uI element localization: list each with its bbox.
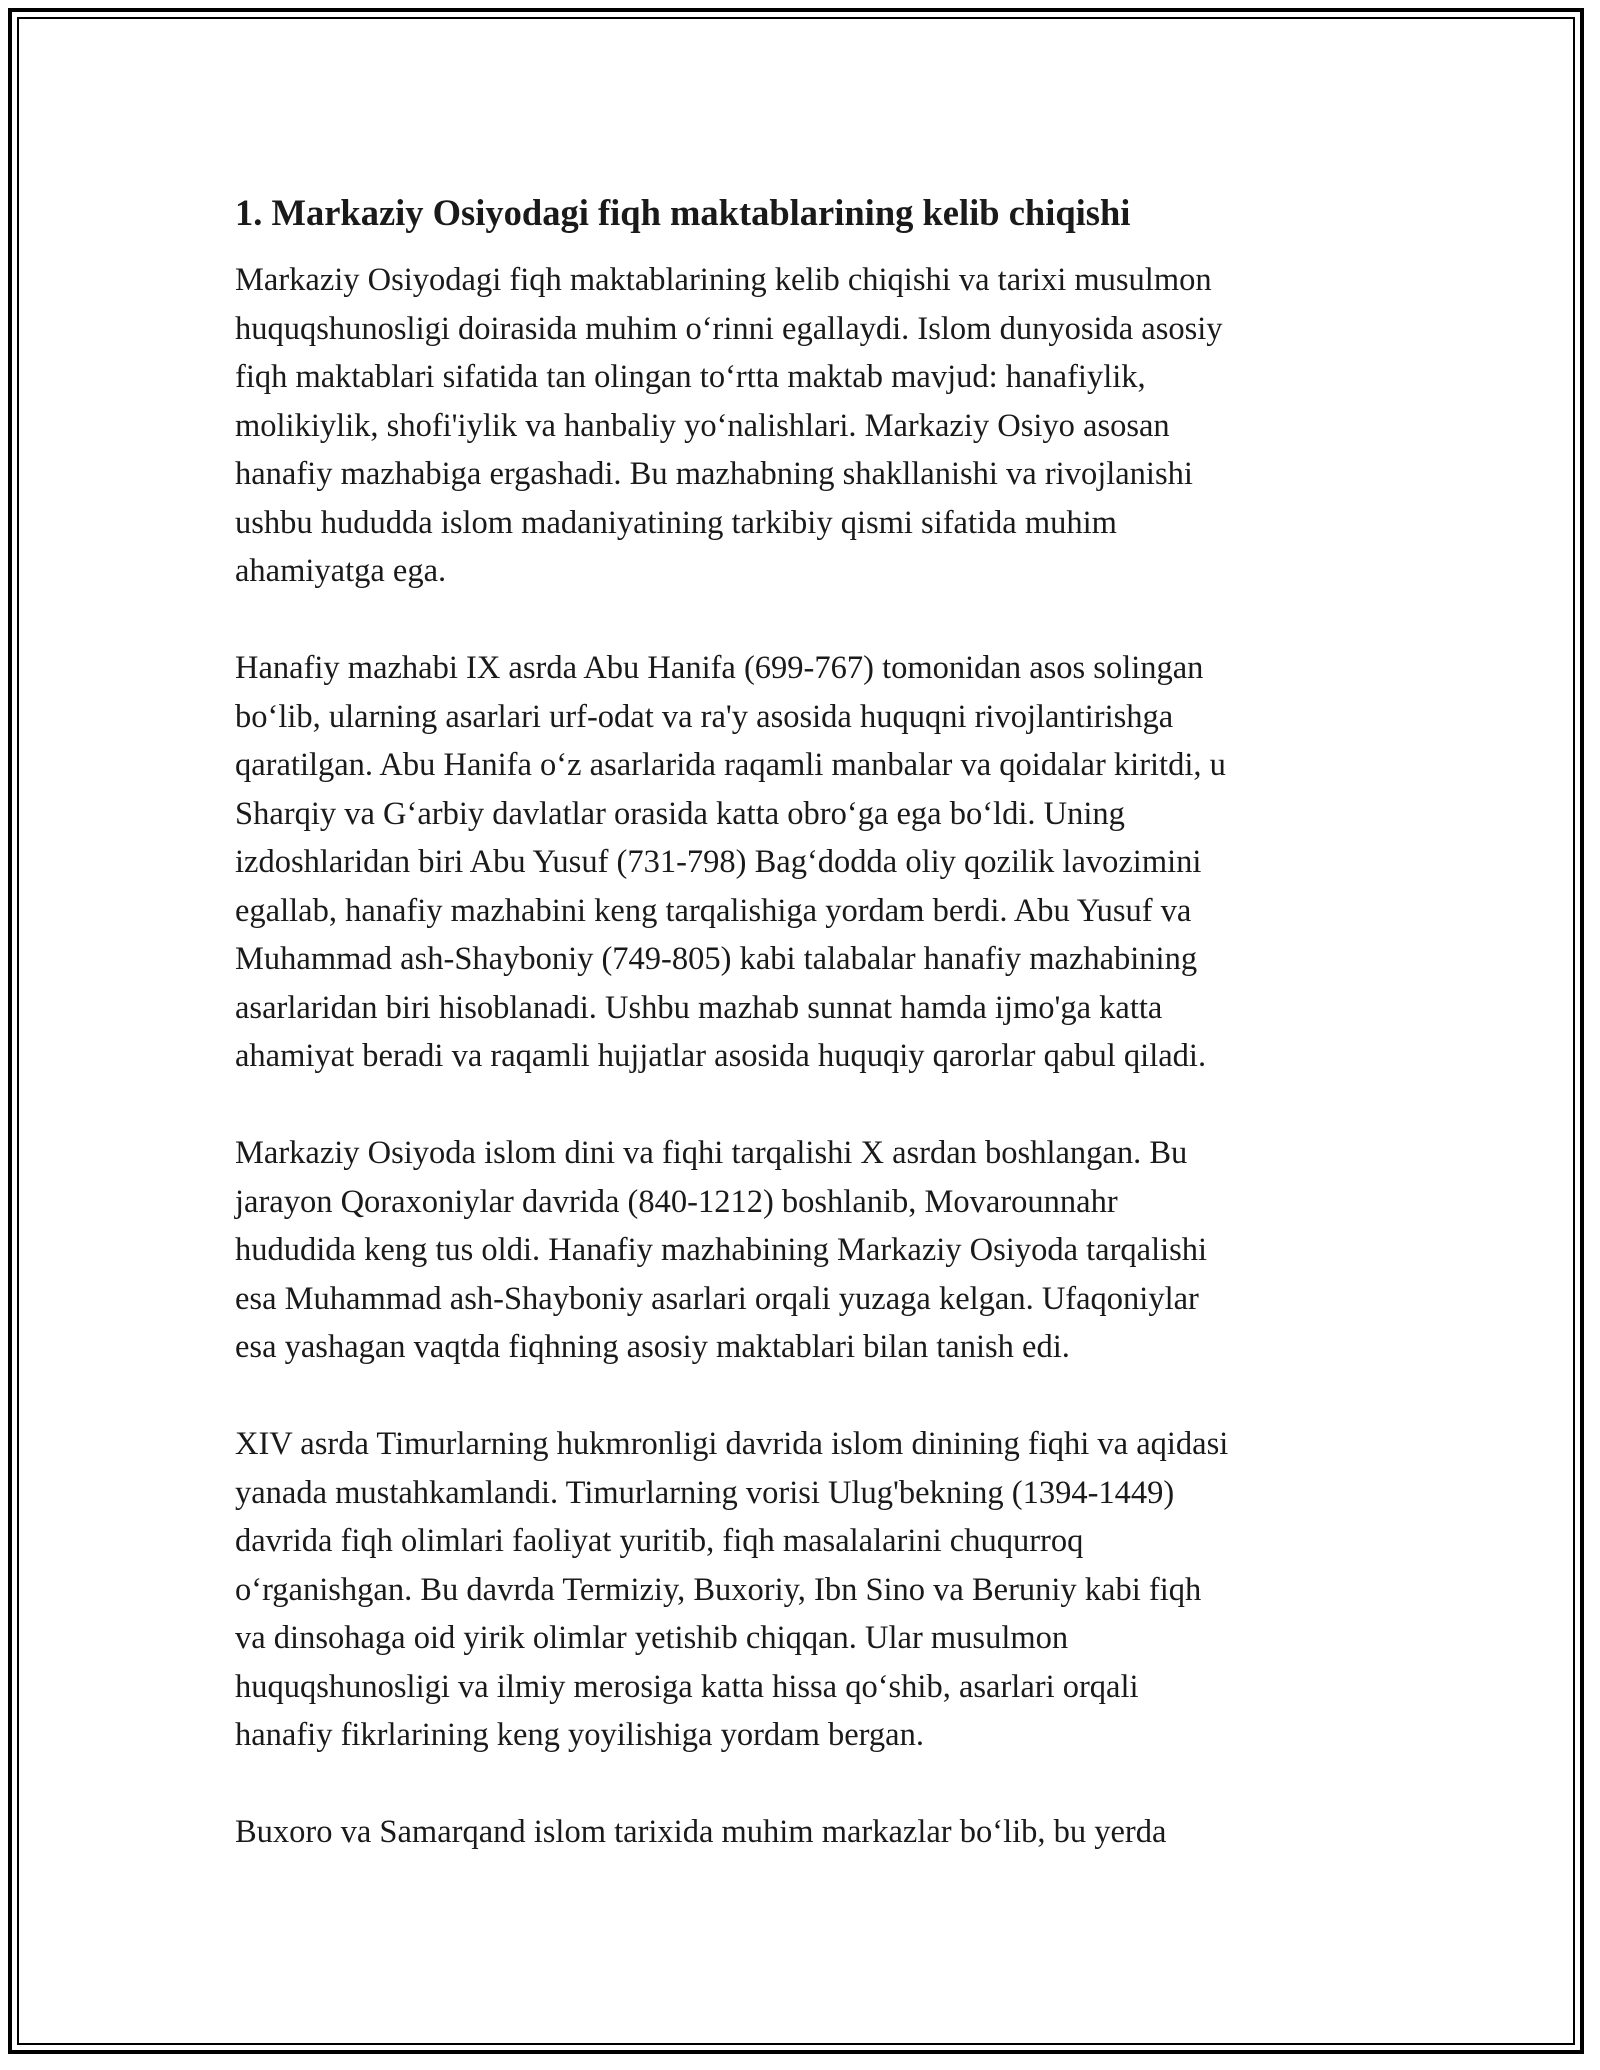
text-line: qaratilgan. Abu Hanifa o‘z asarlarida raqamli manbalar va qoidalar kiritdi, u [235,747,1226,783]
text-line: Markaziy Osiyodagi fiqh maktablarining kelib chiqishi va tarixi musulmon [235,262,1212,298]
text-line: XIV asrda Timurlarning hukmronligi davrida islom dinining fiqhi va aqidasi [235,1426,1229,1462]
document-body [235,188,1365,1905]
text-line: hanafiy mazhabiga ergashadi. Bu mazhabning shakllanishi va rivojlanishi [235,456,1193,492]
text-line: esa yashagan vaqtda fiqhning asosiy maktablari bilan tanish edi. [235,1329,1070,1365]
section-heading: 1. Markaziy Osiyodagi fiqh maktablarining kelib chiqishi [235,192,1131,233]
text-line: egallab, hanafiy mazhabini keng tarqalishiga yordam berdi. Abu Yusuf va [235,892,1192,929]
text-line: Markaziy Osiyoda islom dini va fiqhi tarqalishi X asrdan boshlangan. Bu [235,1135,1188,1171]
paragraph [235,1129,1365,1372]
text-line: huquqshunosligi va ilmiy merosiga katta hissa qo‘shib, asarlari orqali [235,1668,1139,1705]
text-line: jarayon Qoraxoniylar davrida (840-1212) boshlanib, Movarounnahr [235,1183,1118,1220]
text-line: izdoshlaridan biri Abu Yusuf (731-798) Bag‘dodda oliy qozilik lavozimini [235,844,1202,880]
text-line: molikiylik, shofi'iylik va hanbaliy yo‘nalishlari. Markaziy Osiyo asosan [235,407,1170,444]
paragraph [235,1420,1365,1760]
text-line: hududida keng tus oldi. Hanafiy mazhabining Markaziy Osiyoda tarqalishi [235,1232,1208,1268]
text-line: huquqshunosligi doirasida muhim o‘rinni egallaydi. Islom dunyosida asosiy [235,310,1223,347]
text-line: va dinsohaga oid yirik olimlar yetishib chiqqan. Ular musulmon [235,1620,1069,1656]
text-line: o‘rganishgan. Bu davrda Termiziy, Buxoriy, Ibn Sino va Beruniy kabi fiqh [235,1571,1202,1608]
paragraph [235,1808,1365,1857]
text-line: yanada mustahkamlandi. Timurlarning vorisi Ulug'bekning (1394-1449) [235,1474,1175,1511]
text-line: Buxoro va Samarqand islom tarixida muhim markazlar bo‘lib, bu yerda [235,1814,1167,1850]
text-line: hanafiy fikrlarining keng yoyilishiga yordam bergan. [235,1717,924,1753]
text-line: Sharqiy va G‘arbiy davlatlar orasida katta obro‘ga ega bo‘ldi. Uning [235,795,1125,832]
text-line: Muhammad ash-Shayboniy (749-805) kabi talabalar hanafiy mazhabining [235,941,1198,977]
text-line: ahamiyatga ega. [235,553,447,589]
text-line: fiqh maktablari sifatida tan olingan to‘rtta maktab mavjud: hanafiylik, [235,359,1146,395]
text-line: ushbu hududda islom madaniyatining tarkibiy qismi sifatida muhim [235,504,1117,541]
paragraph [235,256,1365,596]
paragraph [235,644,1365,1081]
text-line: asarlaridan biri hisoblanadi. Ushbu mazhab sunnat hamda ijmo'ga katta [235,989,1163,1026]
text-line: davrida fiqh olimlari faoliyat yuritib, fiqh masalalarini chuqurroq [235,1523,1084,1559]
text-line: bo‘lib, ularning asarlari urf-odat va ra'y asosida huquqni rivojlantirishga [235,698,1174,735]
text-line: esa Muhammad ash-Shayboniy asarlari orqali yuzaga kelgan. Ufaqoniylar [235,1280,1199,1317]
text-line: Hanafiy mazhabi IX asrda Abu Hanifa (699-767) tomonidan asos solingan [235,650,1204,686]
text-line: ahamiyat beradi va raqamli hujjatlar asosida huquqiy qarorlar qabul qiladi. [235,1038,1207,1074]
